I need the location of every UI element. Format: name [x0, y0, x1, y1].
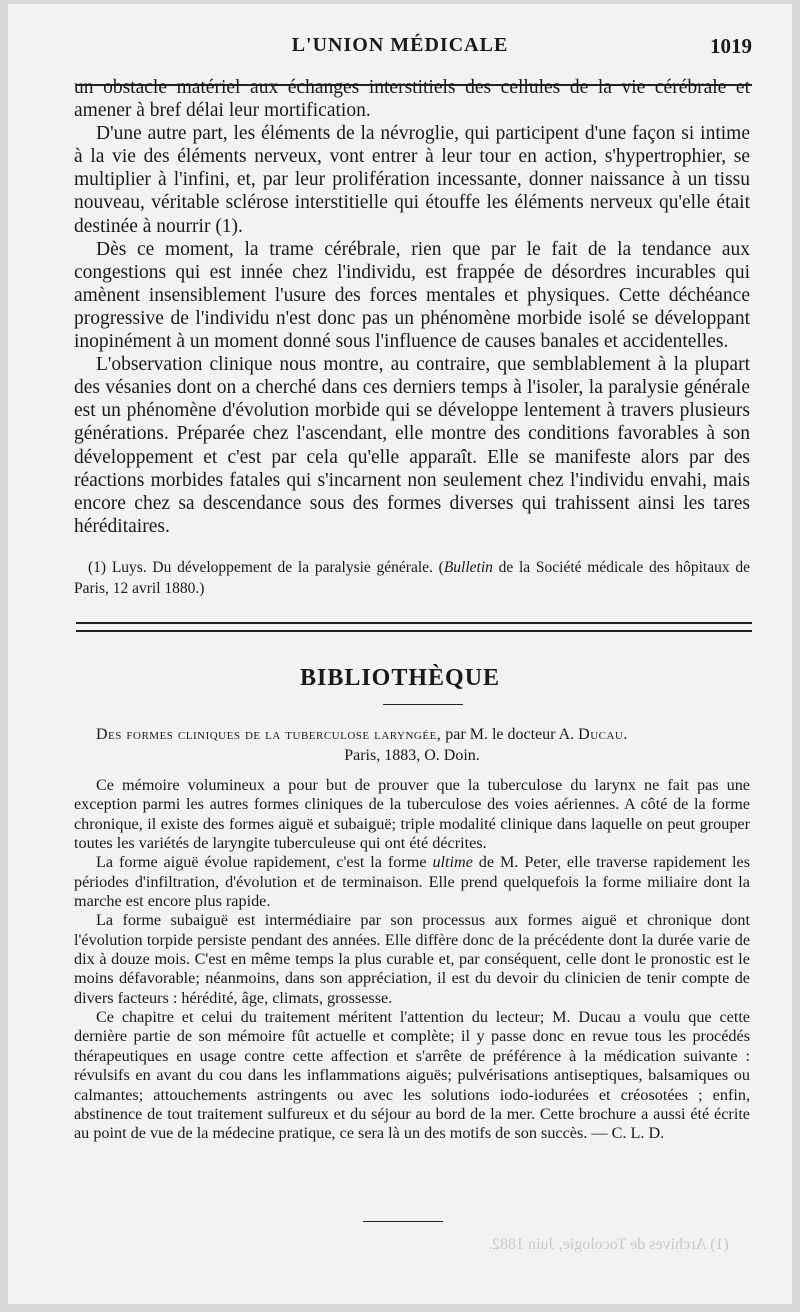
page-number: 1019	[710, 34, 752, 58]
footnote-text-after: de la Société médicale des hôpitaux de Paris, 12 avril 1880.)	[74, 559, 750, 597]
review-body	[74, 776, 750, 1144]
footnote-text	[74, 557, 750, 599]
paragraph: un obstacle matériel aux échanges interstitiels des cellules de la vie cérébrale et amener à bref délai leur mortification.	[74, 77, 750, 122]
paragraph: Dès ce moment, la trame cérébrale, rien que par le fait de la tendance aux congestions qui est innée chez l'individu, est frappée de désordres incurables qui amènent insensiblement l'usure des forces mentales et physiques. Cette déchéance progressive de l'individu n'est donc pas un phénomène morbide isolé se développant inopinément à un moment donné sous l'influence de causes banales et accidentelles.	[74, 238, 750, 353]
document-page	[8, 4, 792, 1304]
paragraph: La forme subaiguë est intermédiaire par son processus aux formes aiguë et chronique dont l'évolution torpide persiste pendant des années. Elle diffère donc de la précédente dont la durée varie de dix à douze mois. C'est en même temps la plus curable et, par conséquent, celle dont le pronostic est le moins défavorable; néanmoins, dans son appréciation, il est du devoir du clinicien de tenir compte de divers facteurs : hérédité, âge, climats, grossesse.	[74, 911, 750, 1007]
footnote-text-before: Luys. Du développement de la paralysie générale. (	[106, 559, 444, 576]
section-divider	[76, 622, 752, 632]
review-title: Des formes cliniques de la tuberculose laryngée,	[96, 726, 442, 743]
review-author-suffix: .	[623, 726, 628, 743]
review-author-prefix: par M. le docteur A.	[441, 726, 579, 743]
section-title: BIBLIOTHÈQUE	[299, 665, 501, 691]
end-rule	[363, 1221, 443, 1222]
paragraph: L'observation clinique nous montre, au contraire, que semblablement à la plupart des vésanies dont on a cherché dans ces derniers temps à l'isoler, la paralysie générale est un phénomène d'évolution morbide qui se développe lentement à travers plusieurs générations. Préparée chez l'ascendant, elle montre des conditions favorables à son développement et c'est par cela qu'elle apparaît. Elle se manifeste alors par des réactions morbides fatales qui s'incarnent non seulement chez l'individu envahi, mais encore chez sa descendance sous des formes diverses qui trahissent ainsi les tares héréditaires.	[74, 354, 750, 537]
paragraph: D'une autre part, les éléments de la névroglie, qui participent d'une façon si intime à la vie des éléments nerveux, vont entrer à leur tour en action, s'hypertrophier, se multiplier à l'infini, et, par leur prolifération incessante, donner naissance à un tissu nouveau, véritable sclérose interstitielle qui étouffe les éléments nerveux qu'elle était destinée à nourrir (1).	[74, 123, 750, 237]
paragraph: Ce mémoire volumineux a pour but de prouver que la tuberculose du larynx ne fait pas une exception parmi les autres formes cliniques de la tuberculose des voies aériennes. A côté de la forme chronique, il existe des formes aiguë et subaiguë; triple modalité clinique dans laquelle on peut grouper toutes les variétés de laryngite tuberculeuse qui ont été décrites.	[74, 776, 750, 853]
review-title-line	[74, 724, 750, 745]
footnote	[74, 557, 750, 599]
paragraph: Ce chapitre et celui du traitement méritent l'attention du lecteur; M. Ducau a voulu que cette dernière partie de son mémoire fût actuelle et complète; il y passe donc en revue tous les procédés thérapeutiques en usage contre cette affection et s'arrête de préférence à la médication suivante : révulsifs en avant du cou dans les inflammations aiguës; pulvérisations antiseptiques, balsamiques ou calmantes; attouchements astringents ou avec les solutions iodo-iodurées et créosotées ; enfin, abstinence de tout traitement sulfureux et du séjour au bord de la mer. Cette brochure a aussi été écrite au point de vue de la médecine pratique, ce sera là un des motifs de son succès. — C. L. D.	[74, 1008, 750, 1143]
paragraph-text: La forme aiguë évolue rapidement, c'est la forme	[96, 853, 433, 872]
review-publisher: Paris, 1883, O. Doin.	[344, 747, 480, 764]
running-title: L'UNION MÉDICALE	[291, 34, 509, 56]
review-author: Ducau	[578, 726, 624, 743]
paragraph	[74, 853, 750, 911]
review-heading	[74, 724, 750, 766]
title-underline	[383, 704, 463, 705]
bleed-through-text: (1) Archives de Tocologie, Juin 1882.	[488, 1236, 729, 1253]
paragraph-text: de M. Peter, elle traverse rapidement les périodes d'infiltration, d'évolution et de terminaison. Elle prend quelquefois la forme miliaire dont la marche est encore plus rapide.	[74, 853, 750, 911]
emphasis: ultime	[432, 853, 473, 872]
article-continuation	[74, 76, 750, 538]
footnote-marker: (1)	[88, 559, 107, 576]
footnote-journal: Bulletin	[443, 559, 493, 576]
page-header	[8, 30, 792, 64]
